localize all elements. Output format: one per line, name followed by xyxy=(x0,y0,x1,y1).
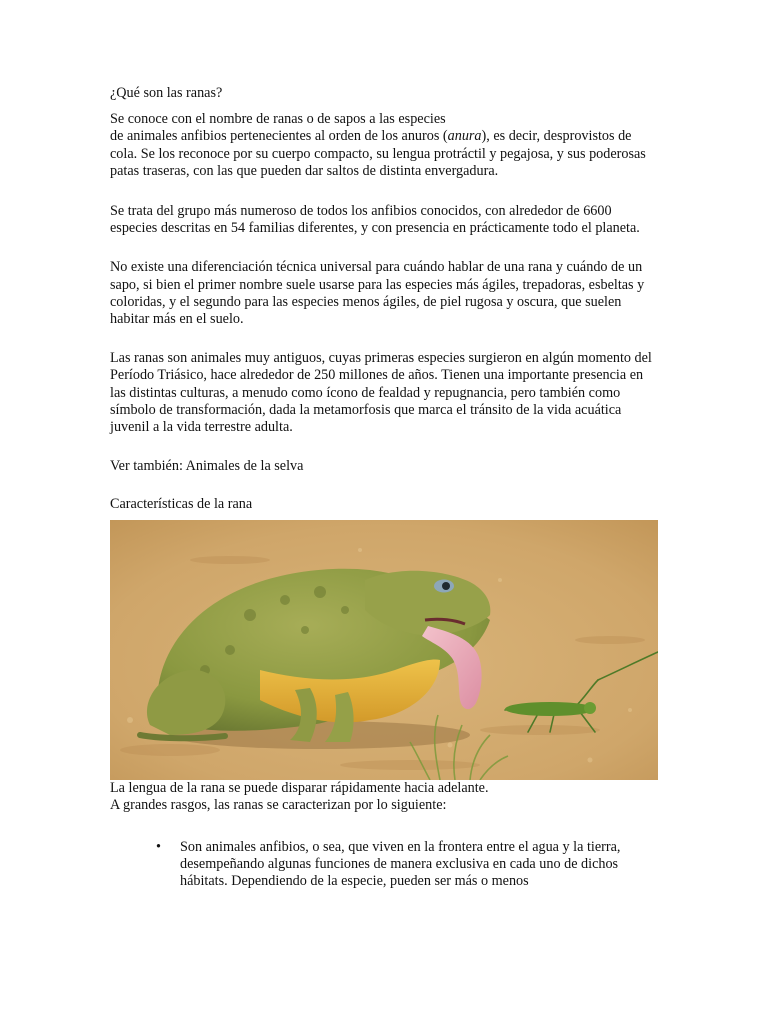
image-caption: La lengua de la rana se puede disparar rápidamente hacia adelante. xyxy=(110,779,489,796)
section-heading-what-are-frogs: ¿Qué son las ranas? xyxy=(110,85,223,101)
intro-text-before: de animales anfibios pertenecientes al orden de los anuros ( xyxy=(110,128,448,145)
paragraph-group-size: Se trata del grupo más numeroso de todos los anfibios conocidos, con alrededor de 6600 especies descritas en 54 familias diferentes, y con presencia en prácticamente todo el planeta. xyxy=(110,203,640,237)
frog-catching-grasshopper-photo xyxy=(110,520,658,780)
intro-text-after: ), es decir, desprovistos de cola. Se los reconoce por su cuerpo compacto, su lengua protráctil y pegajosa, y sus poderosas patas traseras, con las que pueden dar saltos de distinta envergadura. xyxy=(110,128,646,179)
intro-paragraph xyxy=(110,111,662,180)
section-heading-characteristics: Características de la rana xyxy=(110,496,253,513)
intro-line-1: Se conoce con el nombre de ranas o de sapos a las especies xyxy=(110,111,446,128)
bullet-icon: • xyxy=(156,839,161,856)
list-introduction: A grandes rasgos, las ranas se caracterizan por lo siguiente: xyxy=(110,796,447,813)
list-item-text: Son animales anfibios, o sea, que viven en la frontera entre el agua y la tierra, desempeñando algunas funciones de manera exclusiva en cada uno de dichos hábitats. Dependiendo de la especie, pueden ser más o menos xyxy=(180,839,621,890)
list-item xyxy=(110,839,662,891)
characteristics-list xyxy=(110,839,662,891)
document-body xyxy=(110,85,662,891)
intro-italic-term: anura xyxy=(447,128,482,145)
paragraph-history: Las ranas son animales muy antiguos, cuyas primeras especies surgieron en algún momento del Período Triásico, hace alrededor de 250 millones de años. Tienen una importante presencia en las distintas culturas, a menudo como ícono de fealdad y repugnancia, pero también como símbolo de transformación, dada la metamorfosis que marca el tránsito de la vida acuática juvenil a la vida terrestre adulta. xyxy=(110,350,652,436)
see-also-link[interactable]: Ver también: Animales de la selva xyxy=(110,458,304,475)
paragraph-frog-vs-toad: No existe una diferenciación técnica universal para cuándo hablar de una rana y cuándo de un sapo, si bien el primer nombre suele usarse para las especies más ágiles, trepadoras, esbeltas y coloridas, y el segundo para las especies menos ágiles, de piel rugosa y oscura, que suelen habitar más en el suelo. xyxy=(110,259,645,328)
